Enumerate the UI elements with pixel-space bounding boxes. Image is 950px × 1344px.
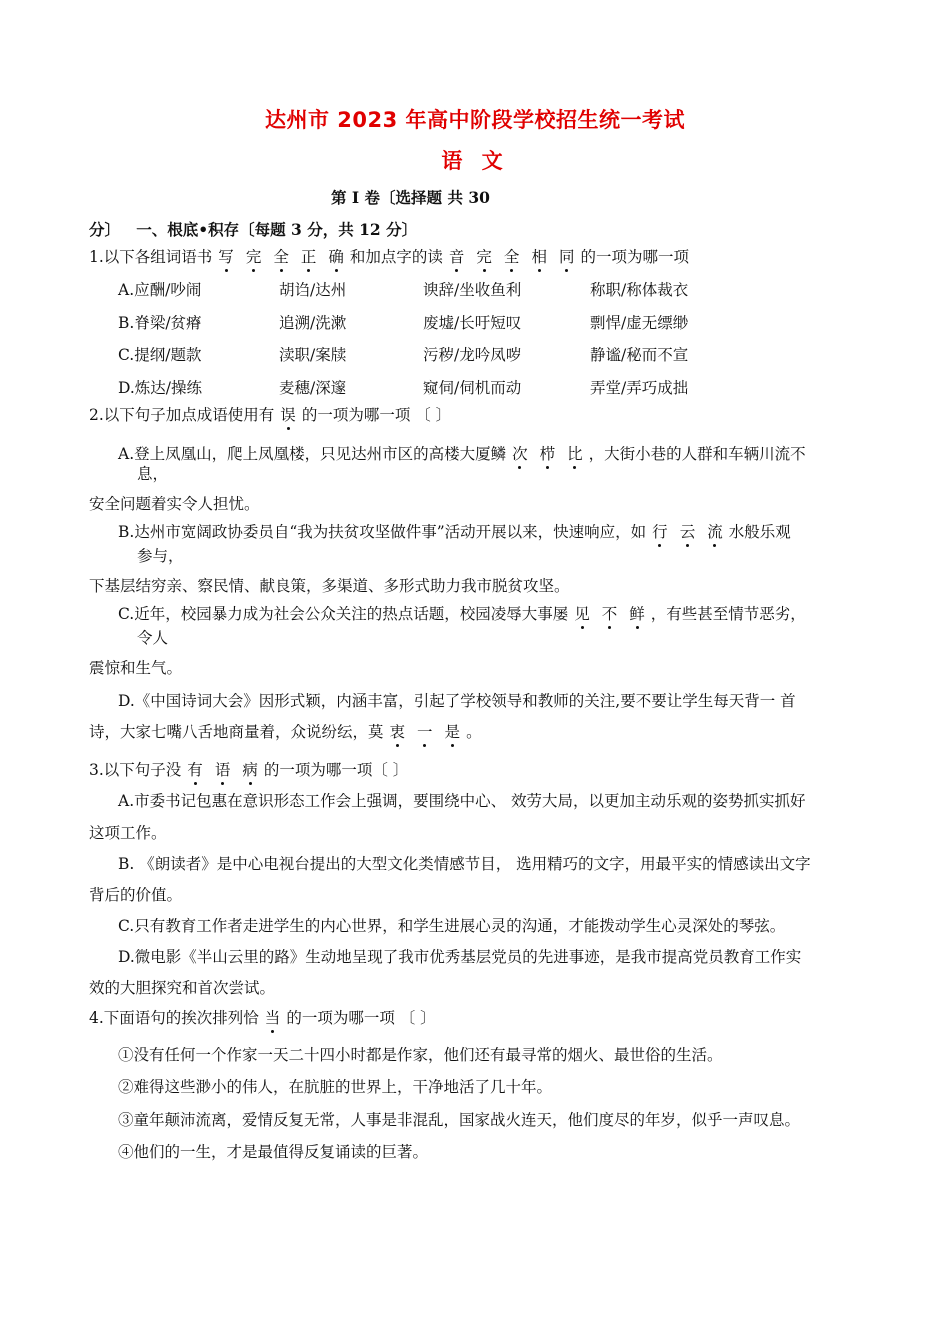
emphasis-char: 全: [503, 248, 520, 266]
emphasis-char: 音: [448, 248, 465, 266]
q1-option-a-1: A.应酬/吵闹: [118, 281, 202, 299]
emphasis-char: 语: [214, 761, 231, 779]
emphasis-char: 病: [242, 761, 258, 779]
q3-option-c: C.只有教育工作者走进学生的内心世界，和学生进展心灵的沟通，才能拨动学生心灵深处的琴弦。: [118, 917, 786, 935]
question-3-stem: 3.以下句子没 有 语 病 的一项为哪一项〔 〕: [89, 761, 409, 779]
q1-option-c-4: 静谧/秘而不宣: [590, 346, 689, 364]
q3-option-a-cont: 这项工作。: [89, 824, 167, 842]
section-subheader: 分〕 一、根底•积存〔每题 3 分，共 12 分〕: [89, 220, 418, 239]
emphasis-char: 全: [273, 248, 289, 266]
q1-option-c-2: 渎职/案牍: [279, 346, 347, 364]
emphasis-char: 相: [531, 248, 547, 266]
emphasis-char: 行: [652, 523, 668, 541]
q3-option-d-cont: 效的大胆探究和首次尝试。: [89, 979, 276, 997]
emphasis-char: 有: [187, 761, 203, 779]
subject-title: 语 文: [441, 149, 509, 173]
emphasis-char: 当: [264, 1009, 281, 1027]
q3-option-d: D.微电影《半山云里的路》生动地呈现了我市优秀基层党员的先进事迹，是我市提高党员教育工作实: [118, 948, 802, 966]
q1-option-c-3: 污秽/龙吟凤哕: [423, 346, 522, 364]
emphasis-char: 确: [328, 248, 344, 266]
emphasis-char: 完: [245, 248, 262, 266]
question-4-stem: 4.下面语句的挨次排列恰 当 的一项为哪一项 〔 〕: [89, 1009, 436, 1027]
emphasis-char: 次: [512, 445, 528, 463]
emphasis-char: 误: [280, 406, 296, 424]
q2-option-a: A.登上凤凰山，爬上凤凰楼，只见达州市区的高楼大厦鳞 次 栉 比 ，大街小巷的人群和车辆川流不: [118, 445, 806, 463]
q1-option-a-3: 谀辞/坐收鱼利: [423, 281, 522, 299]
q1-option-d-2: 麦穗/深邃: [279, 379, 347, 397]
question-1-stem: 1.以下各组词语书 写 完 全 正 确 和加点字的读 音 完 全 相 同 的一项为哪一项: [89, 248, 689, 266]
emphasis-char: 是: [444, 723, 461, 741]
emphasis-char: 流: [707, 523, 723, 541]
emphasis-char: 鲜: [629, 605, 645, 623]
emphasis-char: 衷: [389, 723, 406, 741]
emphasis-char: 云: [679, 523, 696, 541]
q3-option-b-cont: 背后的价值。: [89, 886, 183, 904]
q1-option-d-3: 窥伺/伺机而动: [423, 379, 522, 397]
emphasis-char: 同: [558, 248, 575, 266]
q3-option-b: B. 《朗读者》是中心电视台提出的大型文化类情感节目， 选用精巧的文字，用最平实的情感读出文字: [118, 855, 811, 873]
q2-option-d-cont: 诗，大家七嘴八舌地商量着，众说纷纭，莫 衷 一 是 。: [89, 723, 482, 741]
emphasis-char: 正: [300, 248, 317, 266]
q1-option-b-4: 剽悍/虚无缥缈: [590, 314, 689, 332]
q2-option-c: C.近年，校园暴力成为社会公众关注的热点话题，校园凌辱大事屡 见 不 鲜 ，有些甚至情节恶劣，: [118, 605, 806, 623]
q2-option-d: D.《中国诗词大会》因形式颖，内涵丰富，引起了学校领导和教师的关注,要不要让学生每天背一 首: [118, 692, 796, 710]
q2-option-c-wrap: 令人: [137, 629, 169, 647]
q2-option-a-wrap: 息，: [137, 465, 169, 483]
q2-option-c-cont: 震惊和生气。: [89, 659, 183, 677]
q2-option-b: B.达州市宽阔政协委员自“我为扶贫攻坚做件事”活动开展以来，快速响应，如 行 云 流 水般乐观: [118, 523, 791, 541]
q3-option-a: A.市委书记包惠在意识形态工作会上强调，要围绕中心、 效劳大局，以更加主动乐观的姿势抓实抓好: [118, 792, 806, 810]
exam-title: 达州市 2023 年高中阶段学校招生统一考试: [264, 108, 686, 132]
q1-option-d-1: D.炼达/操练: [118, 379, 203, 397]
q1-option-d-4: 弄堂/弄巧成拙: [590, 379, 689, 397]
emphasis-char: 栉: [539, 445, 556, 463]
q2-option-a-cont: 安全问题着实令人担忧。: [89, 495, 260, 513]
q1-option-b-2: 追溯/洗漱: [279, 314, 347, 332]
emphasis-char: 写: [218, 248, 234, 266]
question-2-stem: 2.以下句子加点成语使用有 误 的一项为哪一项 〔 〕: [89, 406, 452, 424]
emphasis-char: 一: [417, 723, 433, 741]
section-header: 第 I 卷〔选择题 共 30: [331, 188, 490, 207]
q1-option-a-4: 称职/称体裁衣: [590, 281, 689, 299]
q4-item-4: ④他们的一生，才是最值得反复诵读的巨著。: [118, 1143, 429, 1161]
q2-option-b-cont: 下基层结穷亲、察民情、献良策，多渠道、多形式助力我市脱贫攻坚。: [89, 577, 570, 595]
q1-option-b-1: B.脊梁/贫瘠: [118, 314, 202, 332]
q4-item-2: ②难得这些渺小的伟人，在肮脏的世界上，干净地活了几十年。: [118, 1078, 553, 1096]
emphasis-char: 比: [567, 445, 583, 463]
q2-option-b-wrap: 参与，: [137, 547, 184, 565]
q1-option-b-3: 废墟/长吁短叹: [423, 314, 522, 332]
emphasis-char: 完: [476, 248, 492, 266]
emphasis-char: 不: [601, 605, 618, 623]
q4-item-1: ①没有任何一个作家一天二十四小时都是作家，他们还有最寻常的烟火、最世俗的生活。: [118, 1046, 723, 1064]
q1-option-a-2: 胡诌/达州: [279, 281, 347, 299]
q1-option-c-1: C.提纲/题款: [118, 346, 202, 364]
emphasis-char: 见: [574, 605, 590, 623]
q4-item-3: ③童年颠沛流离，爱情反复无常，人事是非混乱，国家战火连天，他们度尽的年岁，似乎一声叹息。: [118, 1111, 801, 1129]
